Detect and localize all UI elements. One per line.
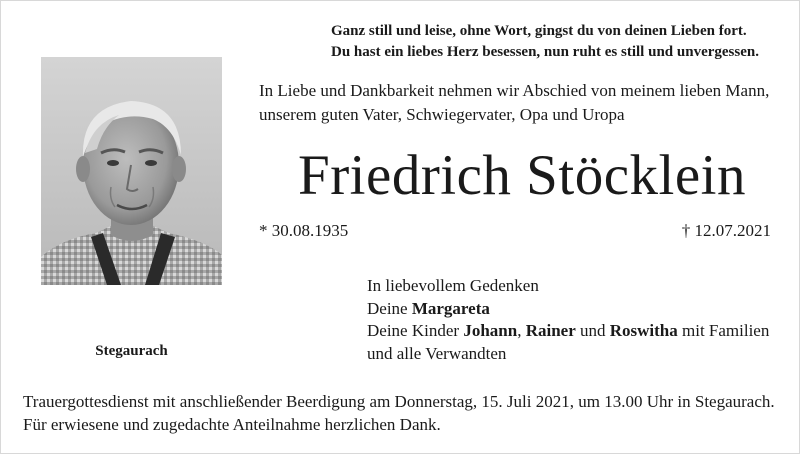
- child-name-3: Roswitha: [609, 321, 678, 340]
- children-separator-2: und: [575, 321, 610, 340]
- mourners-list: [367, 275, 797, 365]
- funeral-info: [23, 391, 793, 436]
- motto-line-1: Ganz still und leise, ohne Wort, gingst du von deinen Lieben fort.: [331, 23, 747, 39]
- motto-verse: [331, 21, 791, 63]
- children-suffix: mit Familien: [677, 321, 770, 340]
- child-name-2: Rainer: [525, 321, 576, 340]
- portrait-photo: [41, 57, 222, 285]
- child-name-1: Johann: [463, 321, 518, 340]
- mourners-line-1: In liebevollem Gedenken: [367, 276, 539, 295]
- portrait-image: [41, 57, 222, 285]
- thanks-line: Für erwiesene und zugedachte Anteilnahme herzlichen Dank.: [23, 414, 441, 434]
- motto-line-2: Du hast ein liebes Herz besessen, nun ruht es still und unvergessen.: [331, 44, 759, 60]
- mourners-line-4: und alle Verwandten: [367, 343, 507, 363]
- deceased-name: Friedrich Stöcklein: [298, 144, 746, 207]
- death-date: † 12.07.2021: [681, 221, 771, 240]
- children-prefix: Deine Kinder: [367, 321, 464, 340]
- funeral-service-line: Trauergottesdienst mit anschließender Beerdigung am Donnerstag, 15. Juli 2021, um 13.00 Uhr in Stegaurach.: [23, 392, 775, 411]
- intro-line-2: unserem guten Vater, Schwiegervater, Opa und Uropa: [259, 105, 625, 124]
- mourners-line-2: [367, 298, 797, 321]
- spouse-prefix: Deine: [367, 298, 412, 318]
- intro-line-1: In Liebe und Dankbarkeit nehmen wir Abschied von meinem lieben Mann,: [259, 81, 770, 100]
- spouse-name: Margareta: [411, 298, 490, 318]
- intro-text: [259, 79, 789, 127]
- children-separator-1: ,: [517, 321, 526, 340]
- mourners-line-3: [367, 320, 797, 343]
- birth-date: * 30.08.1935: [259, 221, 349, 240]
- place-of-residence: Stegaurach: [95, 343, 168, 359]
